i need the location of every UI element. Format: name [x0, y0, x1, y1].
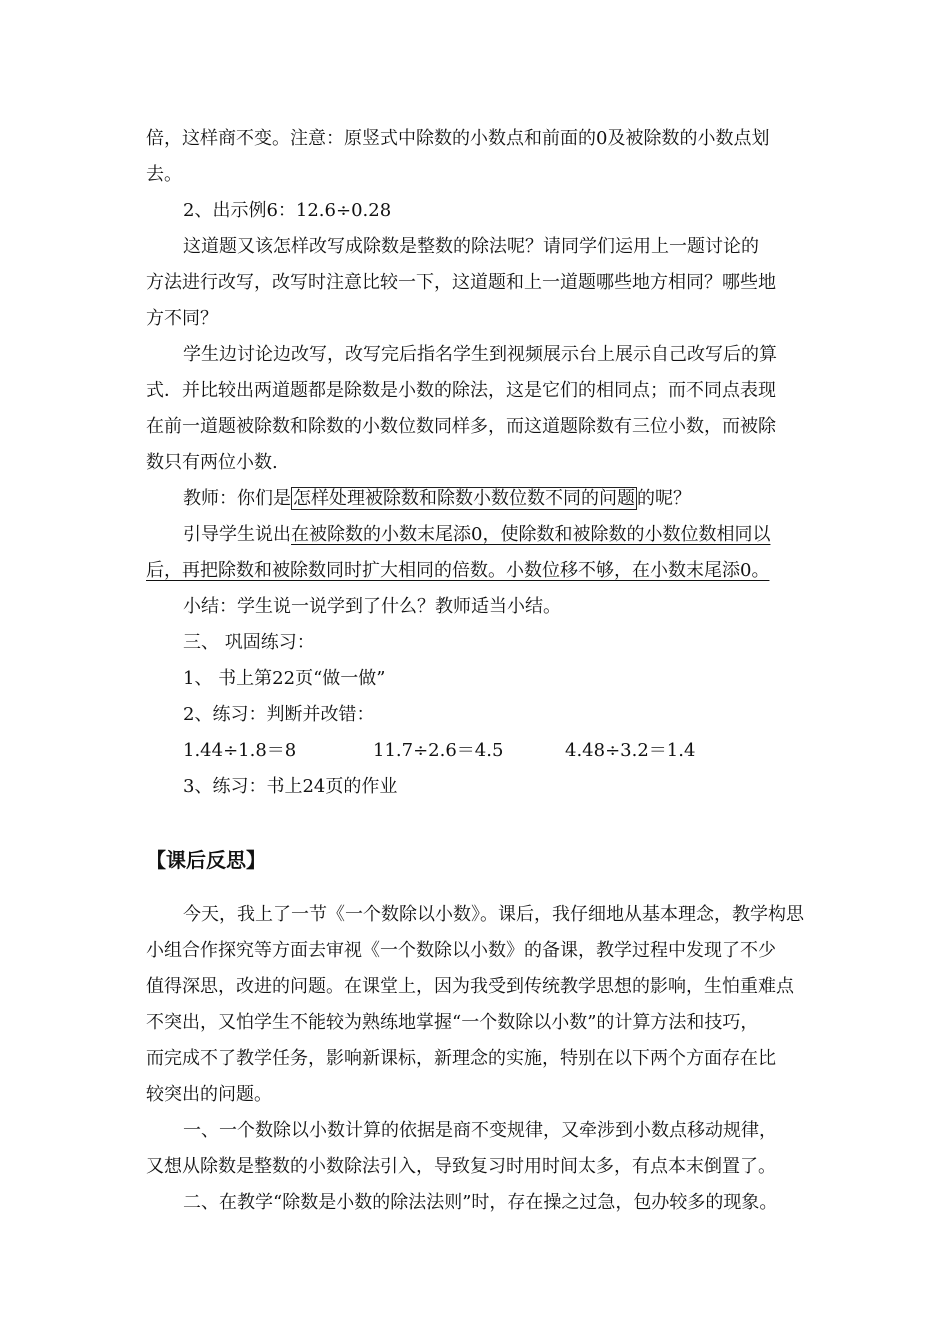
section-heading: 【课后反思】	[146, 848, 266, 872]
paragraph-line: 数只有两位小数.	[146, 452, 278, 473]
equation: 1.44÷1.8＝8	[183, 740, 297, 761]
paragraph-line: 方法进行改写，改写时注意比较一下，这道题和上一道题哪些地方相同？哪些地	[146, 272, 776, 293]
equation: 11.7÷2.6＝4.5	[373, 740, 504, 761]
paragraph-line: 较突出的问题。	[146, 1084, 272, 1105]
paragraph-line: 一、一个数除以小数计算的依据是商不变规律，又牵涉到小数点移动规律，	[183, 1120, 777, 1141]
paragraph-line: 去。	[146, 164, 182, 185]
paragraph-line: 方不同？	[146, 308, 218, 329]
paragraph-line: 学生边讨论边改写，改写完后指名学生到视频展示台上展示自己改写后的算	[183, 344, 777, 365]
guide-prefix: 引导学生说出	[183, 524, 291, 545]
paragraph-line: 这道题又该怎样改写成除数是整数的除法呢？请同学们运用上一题讨论的	[183, 236, 759, 257]
paragraph-line: 今天，我上了一节《一个数除以小数》。课后，我仔细地从基本理念，教学构思	[183, 904, 804, 925]
exercise-item: 2、练习：判断并改错：	[183, 704, 375, 725]
paragraph-line: 值得深思，改进的问题。在课堂上，因为我受到传统教学思想的影响，生怕重难点	[146, 976, 794, 997]
paragraph-line: 而完成不了教学任务，影响新课标，新理念的实施，特别在以下两个方面存在比	[146, 1048, 776, 1069]
teacher-prefix: 教师：你们是	[183, 488, 291, 509]
paragraph-line: 小组合作探究等方面去审视《一个数除以小数》的备课，教学过程中发现了不少	[146, 940, 776, 961]
underlined-text: 在被除数的小数末尾添0，使除数和被除数的小数位数相同以	[291, 524, 771, 545]
section-title: 三、 巩固练习：	[183, 632, 315, 653]
paragraph-line: 不突出，又怕学生不能较为熟练地掌握“一个数除以小数”的计算方法和技巧，	[146, 1012, 759, 1033]
underlined-text: 后，再把除数和被除数同时扩大相同的倍数。小数位移不够，在小数末尾添0。	[146, 560, 770, 581]
paragraph-line: 又想从除数是整数的小数除法引入，导致复习时用时间太多，有点本末倒置了。	[146, 1156, 776, 1177]
guide-line	[183, 524, 770, 546]
exercise-item: 3、练习：书上24页的作业	[183, 776, 398, 797]
example-title: 2、出示例6：12.6÷0.28	[183, 200, 392, 221]
guide-line-2	[146, 560, 769, 582]
paragraph-line: 在前一道题被除数和除数的小数位数同样多，而这道题除数有三位小数，而被除	[146, 416, 776, 437]
exercise-item: 1、 书上第22页“做一做”	[183, 668, 386, 689]
paragraph-line: 倍，这样商不变。注意：原竖式中除数的小数点和前面的0及被除数的小数点划	[146, 128, 770, 149]
summary-line: 小结：学生说一说学到了什么？教师适当小结。	[183, 596, 561, 617]
paragraph-line: 二、在教学“除数是小数的除法法则”时，存在操之过急，包办较多的现象。	[183, 1192, 778, 1213]
teacher-question	[183, 488, 691, 510]
teacher-suffix: 的呢？	[637, 488, 691, 509]
equation: 4.48÷3.2＝1.4	[565, 740, 696, 761]
paragraph-line: 式．并比较出两道题都是除数是小数的除法，这是它们的相同点；而不同点表现	[146, 380, 776, 401]
boxed-phrase: 怎样处理被除数和除数小数位数不同的问题	[293, 488, 635, 509]
